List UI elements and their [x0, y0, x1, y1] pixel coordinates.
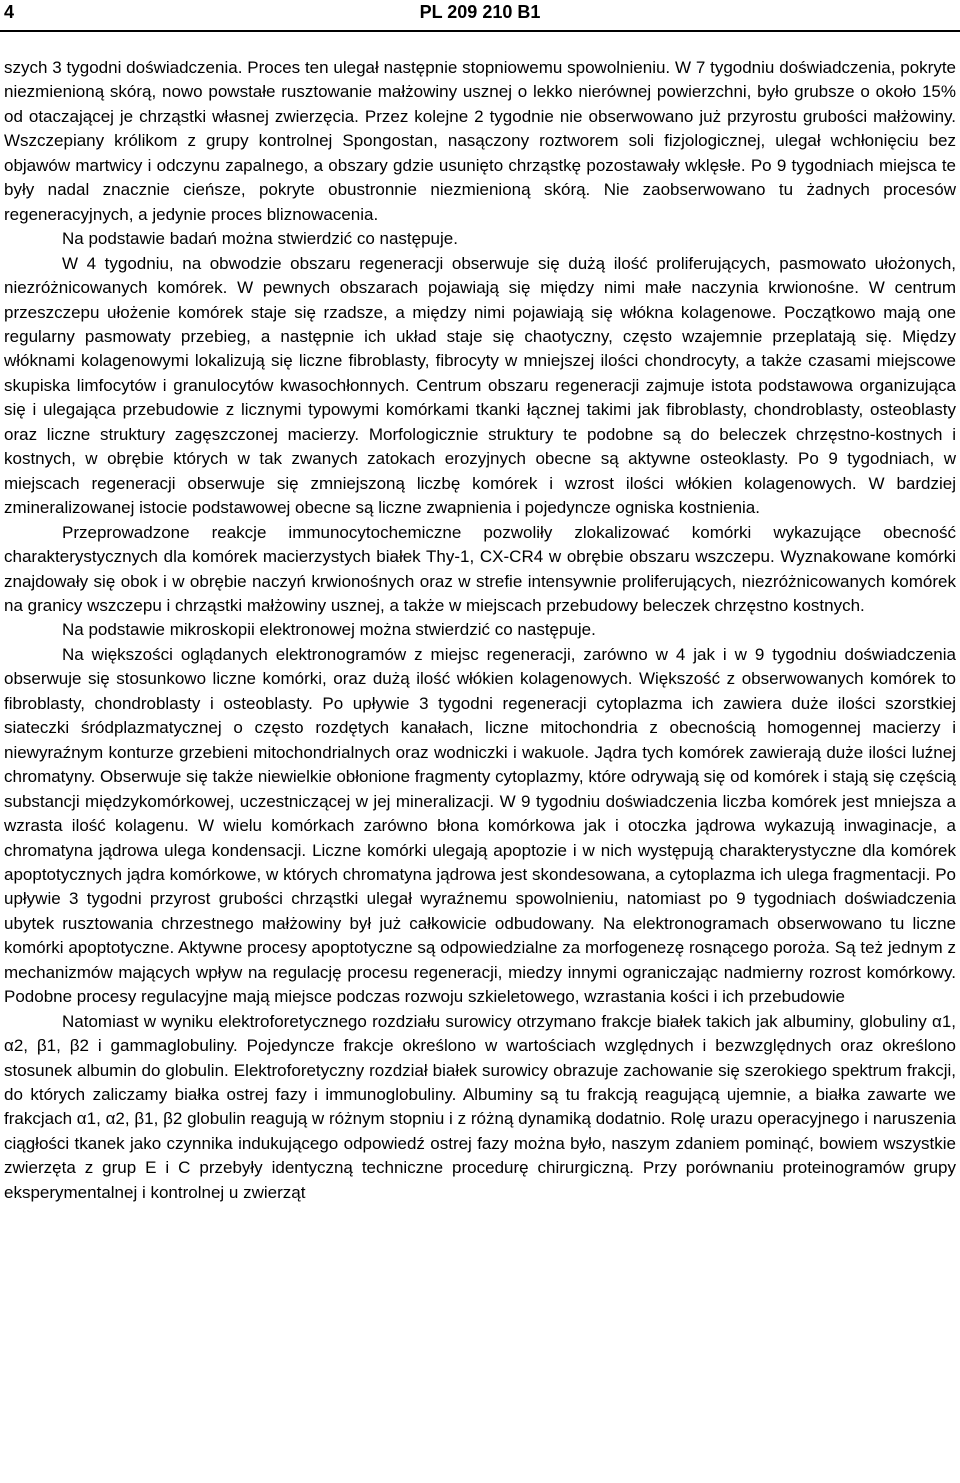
paragraph: W 4 tygodniu, na obwodzie obszaru regeneracji obserwuje się dużą ilość proliferujących, pasmowato ułożonych, niezróżnicowanych komórek. W pewnych obszarach pojawiają się między nimi małe naczynia krwionośne. W centrum przeszczepu ułożenie komórek staje się rzadsze, a między nimi pojawiają się włókna kolagenowe. Początkowo mają one regularny pasmowaty przebieg, a następnie ich układ staje się chaotyczny, często wzajemnie przeplatają się. Między włóknami kolagenowymi lokalizują się liczne fibroblasty, fibrocyty w mniejszej ilości chondrocyty, a także czasami miejscowe skupiska limfocytów i granulocytów kwasochłonnych. Centrum obszaru regeneracji zajmuje istota podstawowa organizująca się i ulegająca przebudowie z licznymi typowymi komórkami tkanki łącznej takimi jak fibroblasty, chondroblasty, osteoblasty oraz liczne struktury zagęszczonej macierzy. Morfologicznie struktury te podobne są do beleczek chrzęstno-kostnych i kostnych, w obrębie których w tak zwanych zatokach erozyjnych obecne są aktywne osteoklasty. Po 9 tygodniach, w miejscach regeneracji obserwuje się zmniejszoną liczbę komórek i wzrost ilości włókien kolagenowych. W bardziej zmineralizowanej istocie podstawowej obecne są liczne zwapnienia i pojedyncze ogniska kostnienia. — [4, 253, 956, 518]
header-divider — [0, 30, 960, 32]
document-body — [4, 56, 956, 1205]
paragraph: Na podstawie mikroskopii elektronowej można stwierdzić co następuje. — [62, 620, 596, 640]
page-number: 4 — [4, 2, 15, 22]
page-header — [0, 0, 960, 30]
paragraph: Natomiast w wyniku elektroforetycznego rozdziału surowicy otrzymano frakcje białek takich jak albuminy, globuliny α1, α2, β1, β2 i gammaglobuliny. Pojedyncze frakcje określono w wartościach względnych i bezwzględnych oraz określono stosunek albumin do globulin. Elektroforetyczny rozdział białek surowicy obrazuje zachowanie się szerokiego spektrum frakcji, do których zaliczamy białka ostrej fazy i immunoglobuliny. Albuminy są tu frakcją reagującą ujemnie, a białka zawarte we frakcjach α1, α2, β1, β2 globulin reagują w różnym stopniu i z różną dynamiką dodatnio. Rolę urazu operacyjnego i naruszenia ciągłości tkanek jako czynnika indukującego odpowiedź ostrej fazy można było, naszym zdaniem pominąć, bowiem wszystkie zwierzęta z grup E i C przebyły identyczną techniczne procedurę chirurgiczną. Przy porównaniu proteinogramów grupy eksperymentalnej i kontrolnej u zwierząt — [4, 1011, 956, 1202]
paragraph: Na podstawie badań można stwierdzić co następuje. — [62, 229, 458, 249]
paragraph: Na większości oglądanych elektronogramów z miejsc regeneracji, zarówno w 4 jak i w 9 tygodniu doświadczenia obserwuje się stosunkowo liczne komórki, oraz dużą ilość włókien kolagenowych. Większość z obserwowanych komórek to fibroblasty, chondroblasty i osteoblasty. Po upływie 3 tygodni regeneracji cytoplazma ich zawiera duże ilości szorstkiej siateczki śródplazmatycznej o często rozdętych kanałach, liczne mitochondria z obecnością homogennej macierzy i niewyraźnym konturze grzebieni mitochondrialnych oraz wodniczki i wakuole. Jądra tych komórek zawierają duże ilości luźnej chromatyny. Obserwuje się także niewielkie obłonione fragmenty cytoplazmy, które odrywają się od komórek i stają się częścią substancji międzykomórkowej, uczestniczącej w jej mineralizacji. W 9 tygodniu doświadczenia liczba komórek jest mniejsza a wzrasta ilość kolagenu. W wielu komórkach zarówno błona komórkowa jak i otoczka jądrowa wykazują inwaginacje, a chromatyna jądrowa ulega kondensacji. Liczne komórki ulegają apoptozie i w nich występują charakterystyczne dla komórek apoptotycznych jądra komórkowe, w których chromatyna jądrowa jest skondesowana, a cytoplazma ich ulega fragmentacji. Po upływie 3 tygodni przyrost grubości chrząstki ulegał wyraźnemu spowolnieniu, natomiast po 9 tygodniach doświadczenia ubytek rusztowania chrzestnego małżowiny był już całkowicie odbudowany. Na elektronogramach obserwowano tu liczne komórki apoptotyczne. Aktywne procesy apoptotyczne są odpowiedzialne za morfogenezę rosnącego poroża. Są też jednym z mechanizmów mających wpływ na regulację procesu regeneracji, miedzy innymi ograniczając nadmierny rozrost komórkowy. Podobne procesy regulacyjne mają miejsce podczas rozwoju szkieletowego, wzrastania kości i ich przebudowie — [4, 644, 956, 1007]
document-id: PL 209 210 B1 — [419, 2, 541, 22]
paragraph: Przeprowadzone reakcje immunocytochemiczne pozwoliły zlokalizować komórki wykazujące obecność charakterystycznych dla komórek macierzystych białek Thy-1, CX-CR4 w obrębie obszaru wszczepu. Wyznakowane komórki znajdowały się obok i w obrębie naczyń krwionośnych oraz w strefie intensywnie proliferujących, niezróżnicowanych komórek na granicy wszczepu i chrząstki małżowiny usznej, a także w miejscach przebudowy beleczek chrzęstno kostnych. — [4, 522, 956, 615]
paragraph: szych 3 tygodni doświadczenia. Proces ten ulegał następnie stopniowemu spowolnieniu. W 7 tygodniu doświadczenia, pokryte niezmienioną skórą, nowo powstałe rusztowanie małżowiny usznej o lekko nierównej powierzchni, było grubsze o około 15% od otaczającej je chrząstki własnej zwierzęcia. Przez kolejne 2 tygodnie nie obserwowano już przyrostu grubości małżowiny. Wszczepiany królikom z grupy kontrolnej Spongostan, nasączony roztworem soli fizjologicznej, ulegał wchłonięciu bez objawów martwicy i odczynu zapalnego, a obszary gdzie usunięto chrząstkę pozostawały wklęsłe. Po 9 tygodniach miejsca te były nadal znacznie cieńsze, pokryte obustronnie niezmienioną skórą. Nie zaobserwowano tu żadnych procesów regeneracyjnych, a jedynie proces bliznowacenia. — [4, 58, 956, 224]
